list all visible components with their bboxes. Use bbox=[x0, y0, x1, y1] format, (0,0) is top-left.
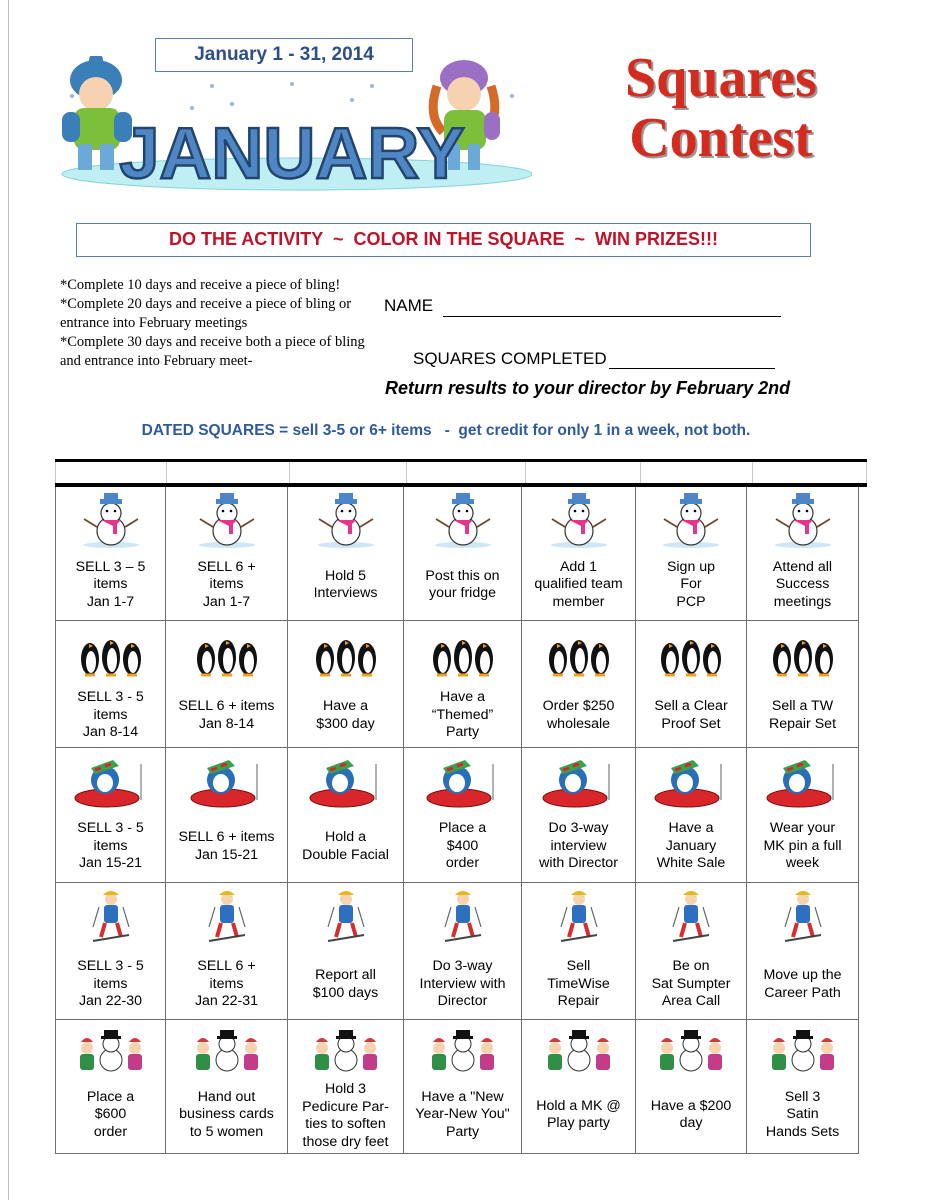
page-edge bbox=[8, 0, 9, 1200]
activity-square[interactable] bbox=[55, 621, 165, 748]
skier-icon bbox=[783, 883, 823, 954]
sled-penguin-icon bbox=[187, 748, 267, 815]
grid-header-cell bbox=[406, 462, 525, 483]
snowman-icon bbox=[548, 487, 610, 554]
penguins-icon bbox=[312, 621, 380, 688]
activity-square[interactable] bbox=[635, 621, 746, 748]
activity-label: SELL 3 - 5 items Jan 8-14 bbox=[77, 689, 144, 741]
activity-square[interactable] bbox=[55, 883, 165, 1020]
skier-icon bbox=[443, 883, 483, 954]
squares-grid bbox=[55, 459, 867, 1154]
penguins-icon bbox=[193, 621, 261, 688]
skier-icon bbox=[91, 883, 131, 954]
activity-label: Post this on your fridge bbox=[425, 567, 500, 601]
activity-square[interactable] bbox=[165, 748, 287, 883]
sled-penguin-icon bbox=[763, 748, 843, 815]
activity-label: Sell 3 Satin Hands Sets bbox=[765, 1088, 840, 1140]
activity-label: SELL 3 - 5 items Jan 15-21 bbox=[77, 820, 144, 872]
activity-label: Have a $200 day bbox=[650, 1097, 732, 1131]
activity-square[interactable] bbox=[746, 883, 859, 1020]
snowman-kids-icon bbox=[655, 1020, 727, 1081]
skier-icon bbox=[207, 883, 247, 954]
sled-penguin-icon bbox=[423, 748, 503, 815]
skier-icon bbox=[671, 883, 711, 954]
grid-header-cell bbox=[640, 462, 752, 483]
activity-square[interactable] bbox=[635, 748, 746, 883]
activity-square[interactable] bbox=[55, 748, 165, 883]
snowman-icon bbox=[196, 487, 258, 554]
activity-square[interactable] bbox=[403, 883, 521, 1020]
snowman-kids-icon bbox=[310, 1020, 382, 1081]
activity-label: Add 1 qualified team member bbox=[534, 558, 623, 610]
january-banner bbox=[52, 56, 532, 196]
penguins-icon bbox=[769, 621, 837, 688]
activity-square[interactable] bbox=[287, 621, 403, 748]
activity-label: Hold a Double Facial bbox=[302, 829, 389, 863]
activity-label: Sell a Clear Proof Set bbox=[654, 698, 728, 732]
activity-square[interactable] bbox=[746, 1020, 859, 1154]
penguins-icon bbox=[545, 621, 613, 688]
activity-label: Do 3-way Interview with Director bbox=[419, 958, 506, 1010]
grid-header-bar bbox=[55, 459, 867, 487]
activity-label: Do 3-way interview with Director bbox=[539, 820, 618, 872]
activity-square[interactable] bbox=[165, 487, 287, 621]
activity-label: SELL 3 - 5 items Jan 22-30 bbox=[77, 958, 144, 1010]
sled-penguin-icon bbox=[71, 748, 151, 815]
name-field[interactable] bbox=[443, 316, 781, 317]
activity-label: Sell TimeWise Repair bbox=[547, 958, 610, 1010]
grid-row bbox=[55, 1020, 867, 1154]
activity-label: Hold a MK @ Play party bbox=[536, 1097, 621, 1131]
rule-10-days: *Complete 10 days and receive a piece of bling! bbox=[60, 277, 341, 293]
activity-label: SELL 6 + items Jan 8-14 bbox=[178, 698, 275, 732]
snowman-kids-icon bbox=[75, 1020, 147, 1081]
activity-label: Sell a TW Repair Set bbox=[768, 698, 837, 732]
grid-header-cell bbox=[752, 462, 867, 483]
snowman-kids-icon bbox=[543, 1020, 615, 1081]
title-line-1: Squares bbox=[625, 47, 817, 109]
activity-label: Report all $100 days bbox=[312, 967, 379, 1001]
activity-square[interactable] bbox=[403, 1020, 521, 1154]
sled-penguin-icon bbox=[651, 748, 731, 815]
page-title bbox=[590, 48, 852, 168]
activity-square[interactable] bbox=[287, 883, 403, 1020]
activity-label: Be on Sat Sumpter Area Call bbox=[651, 958, 731, 1010]
penguins-icon bbox=[429, 621, 497, 688]
snowman-icon bbox=[660, 487, 722, 554]
activity-square[interactable] bbox=[287, 487, 403, 621]
activity-label: Have a "New Year-New You" Party bbox=[415, 1088, 510, 1140]
activity-label: Hand out business cards to 5 women bbox=[179, 1088, 274, 1140]
activity-square[interactable] bbox=[165, 1020, 287, 1154]
rule-30-days: *Complete 30 days and receive both a piece of bling and entrance into February meet- bbox=[60, 334, 365, 369]
grid-row bbox=[55, 883, 867, 1020]
grid-header-cell bbox=[289, 462, 406, 483]
prize-rules bbox=[60, 276, 365, 371]
sled-penguin-icon bbox=[306, 748, 386, 815]
return-instructions: Return results to your director by February 2nd bbox=[385, 378, 791, 398]
skier-icon bbox=[559, 883, 599, 954]
activity-label: Sign up For PCP bbox=[666, 558, 716, 610]
snowman-icon bbox=[772, 487, 834, 554]
activity-square[interactable] bbox=[635, 487, 746, 621]
penguins-icon bbox=[657, 621, 725, 688]
activity-square[interactable] bbox=[55, 1020, 165, 1154]
activity-label: Hold 5 Interviews bbox=[313, 567, 378, 601]
snowman-icon bbox=[315, 487, 377, 554]
activity-label: SELL 6 + items Jan 22-31 bbox=[194, 958, 259, 1010]
activity-square[interactable] bbox=[403, 621, 521, 748]
activity-square[interactable] bbox=[403, 487, 521, 621]
grid-header-cell bbox=[166, 462, 289, 483]
activity-square[interactable] bbox=[521, 487, 635, 621]
grid-row bbox=[55, 621, 867, 748]
squares-completed-field[interactable] bbox=[609, 368, 775, 369]
activity-square[interactable] bbox=[165, 621, 287, 748]
squares-completed-label: SQUARES COMPLETED bbox=[413, 349, 607, 368]
sled-penguin-icon bbox=[539, 748, 619, 815]
snowman-icon bbox=[432, 487, 494, 554]
snowman-kids-icon bbox=[427, 1020, 499, 1081]
date-range: January 1 - 31, 2014 bbox=[155, 38, 413, 72]
activity-square[interactable] bbox=[746, 487, 859, 621]
grid-header-cell bbox=[55, 462, 166, 483]
activity-label: Have a “Themed” Party bbox=[431, 689, 494, 741]
activity-label: SELL 6 + items Jan 15-21 bbox=[178, 829, 275, 863]
activity-label: Order $250 wholesale bbox=[542, 698, 615, 732]
activity-square[interactable] bbox=[746, 748, 859, 883]
activity-square[interactable] bbox=[165, 883, 287, 1020]
activity-square[interactable] bbox=[521, 748, 635, 883]
grid-header-cell bbox=[525, 462, 640, 483]
activity-label: SELL 3 – 5 items Jan 1-7 bbox=[75, 558, 146, 610]
activity-label: Hold 3 Pedicure Par- ties to soften those dry feet bbox=[302, 1081, 389, 1150]
activity-square[interactable] bbox=[635, 1020, 746, 1154]
activity-label: Place a $600 order bbox=[86, 1088, 135, 1140]
activity-square[interactable] bbox=[521, 621, 635, 748]
grid-row bbox=[55, 748, 867, 883]
snowman-kids-icon bbox=[191, 1020, 263, 1081]
kids-skating-illustration bbox=[52, 56, 532, 191]
penguins-icon bbox=[77, 621, 145, 688]
activity-square[interactable] bbox=[521, 883, 635, 1020]
activity-square[interactable] bbox=[287, 1020, 403, 1154]
title-line-2: Contest bbox=[629, 107, 813, 169]
activity-label: Move up the Career Path bbox=[763, 967, 842, 1001]
snowman-icon bbox=[80, 487, 142, 554]
activity-square[interactable] bbox=[287, 748, 403, 883]
slogan-banner: DO THE ACTIVITY ~ COLOR IN THE SQUARE ~ WIN PRIZES!!! bbox=[76, 223, 811, 257]
activity-square[interactable] bbox=[521, 1020, 635, 1154]
activity-label: Have a January White Sale bbox=[656, 820, 726, 872]
activity-label: Have a $300 day bbox=[316, 698, 375, 732]
name-label: NAME bbox=[384, 296, 434, 315]
dated-squares-note: DATED SQUARES = sell 3-5 or 6+ items - get credit for only 1 in a week, not both. bbox=[141, 422, 751, 439]
activity-label: Wear your MK pin a full week bbox=[763, 820, 842, 872]
snowman-kids-icon bbox=[767, 1020, 839, 1081]
activity-square[interactable] bbox=[55, 487, 165, 621]
activity-square[interactable] bbox=[635, 883, 746, 1020]
banner-word: JANUARY bbox=[119, 114, 465, 191]
activity-square[interactable] bbox=[746, 621, 859, 748]
activity-label: Attend all Success meetings bbox=[772, 558, 833, 610]
rule-20-days: *Complete 20 days and receive a piece of bling or entrance into February meetings bbox=[60, 296, 352, 331]
grid-row bbox=[55, 487, 867, 621]
activity-label: Place a $400 order bbox=[438, 820, 487, 872]
skier-icon bbox=[326, 883, 366, 954]
activity-square[interactable] bbox=[403, 748, 521, 883]
activity-label: SELL 6 + items Jan 1-7 bbox=[197, 558, 256, 610]
